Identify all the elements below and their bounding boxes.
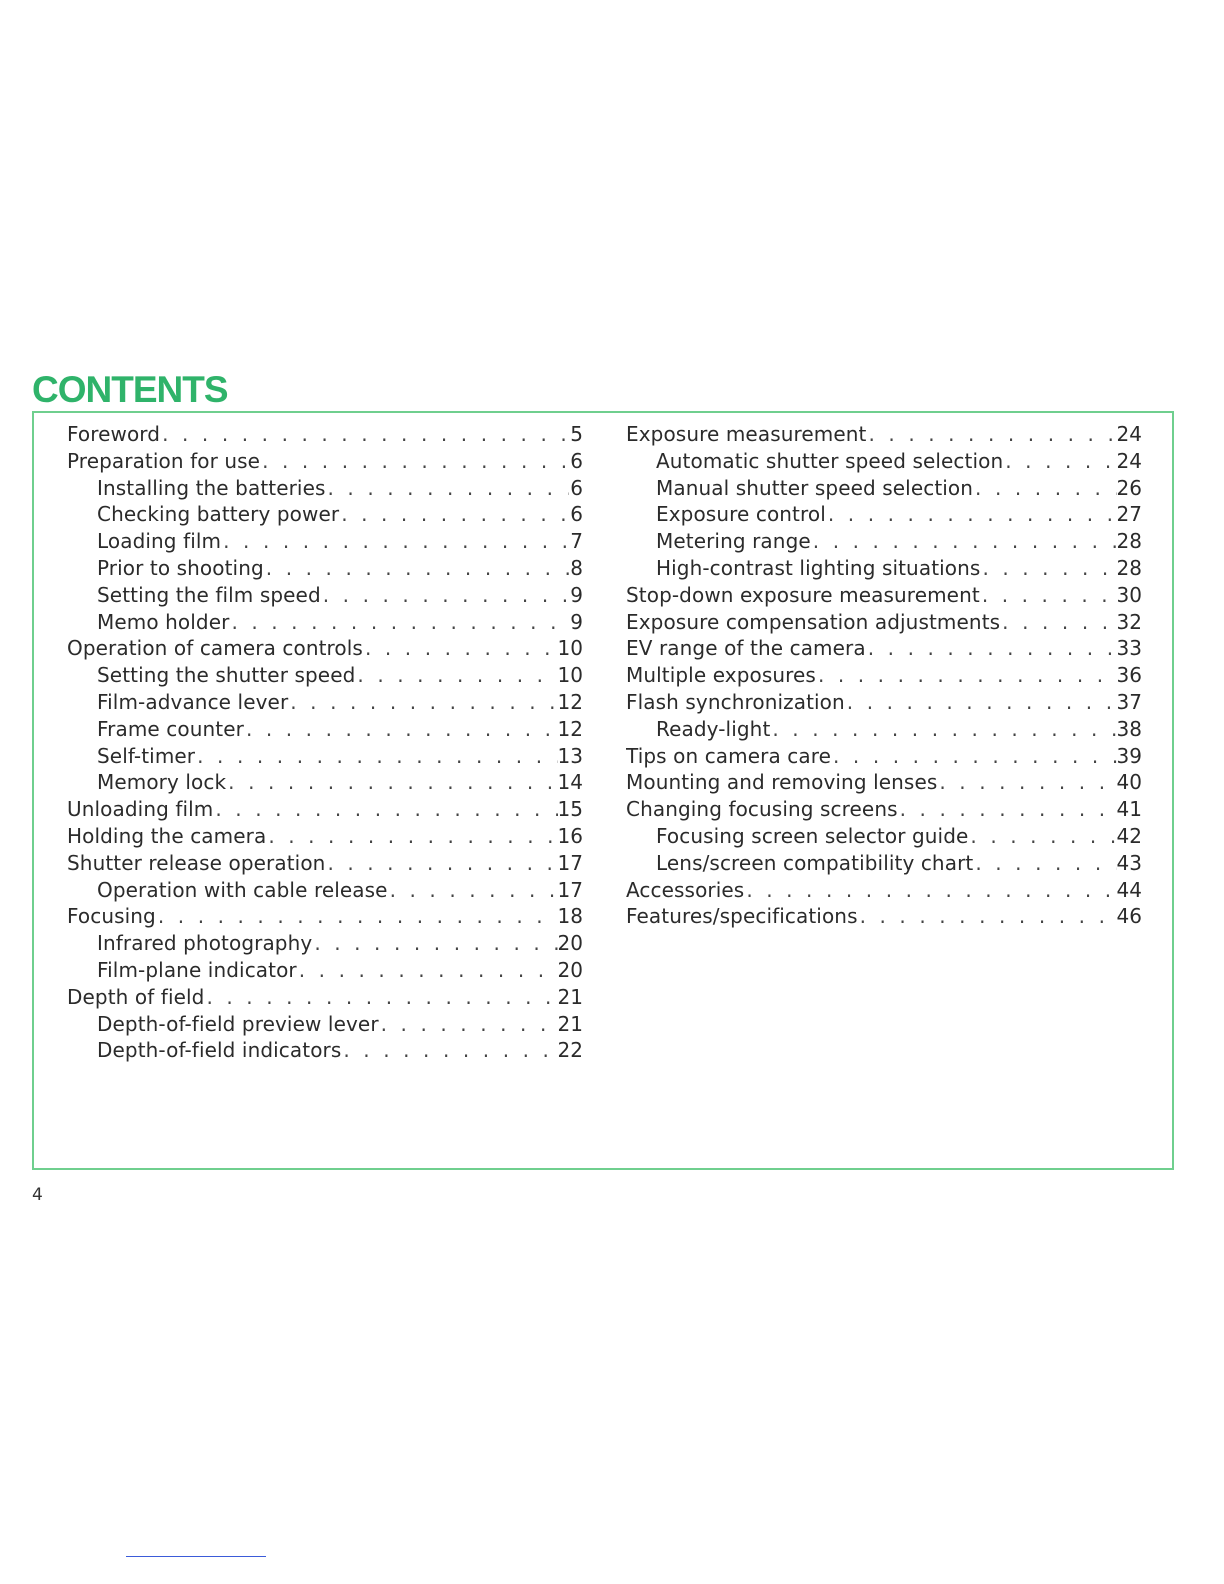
dot-leader [975,850,1116,877]
toc-entry-page-number: 26 [1116,475,1142,500]
toc-entry-page-number: 21 [557,1011,583,1036]
toc-entry-page-number: 12 [557,716,583,741]
toc-entry-page-number: 10 [557,636,583,661]
toc-entry-prior-to-shooting[interactable] [67,555,583,582]
page-title: CONTENTS [32,369,228,410]
dot-leader [1002,609,1116,636]
dot-leader [231,609,569,636]
toc-entry-label: Depth-of-field preview lever [97,1011,379,1036]
toc-entry-checking-battery-power[interactable] [67,501,583,528]
dot-leader [813,528,1117,555]
dot-leader [327,850,557,877]
toc-entry-shutter-release-operation[interactable] [67,850,583,877]
toc-entry-depth-of-field[interactable] [67,984,583,1011]
toc-entry-page-number: 37 [1116,689,1142,714]
dot-leader [365,635,558,662]
toc-entry-label: Preparation for use [67,448,261,473]
toc-entry-installing-the-batteries[interactable] [67,475,583,502]
toc-entry-mounting-and-removing-lenses[interactable] [626,769,1142,796]
toc-entry-page-number: 36 [1116,663,1142,688]
toc-entry-page-number: 44 [1116,877,1142,902]
toc-right-column [626,421,1142,930]
toc-entry-label: Exposure measurement [626,422,867,446]
toc-entry-label: Self-timer [97,743,196,768]
toc-entry-page-number: 39 [1116,743,1142,768]
toc-entry-page-number: 27 [1116,502,1142,527]
toc-entry-page-number: 43 [1116,850,1142,875]
toc-entry-label: Mounting and removing lenses [626,770,938,795]
toc-entry-label: Multiple exposures [626,663,816,688]
toc-entry-page-number: 21 [557,984,583,1009]
toc-entry-page-number: 20 [557,957,583,982]
toc-entry-multiple-exposures[interactable] [626,662,1142,689]
toc-entry-label: Ready-light [656,716,771,741]
toc-entry-label: Metering range [656,529,811,554]
dot-leader [868,635,1117,662]
toc-entry-label: Changing focusing screens [626,797,898,822]
toc-entry-label: Focusing [67,904,156,929]
toc-entry-page-number: 9 [570,582,583,607]
dot-leader [868,421,1116,448]
toc-entry-page-number: 30 [1116,582,1142,607]
dot-leader [860,903,1117,930]
toc-entry-stop-down-exposure-measurement[interactable] [626,582,1142,609]
dot-leader [772,716,1116,743]
toc-entry-memory-lock[interactable] [67,769,583,796]
toc-entry-page-number: 7 [570,529,583,554]
toc-entry-label: Loading film [97,529,222,554]
dot-leader [328,475,569,502]
toc-entry-label: Shutter release operation [67,850,326,875]
dot-leader [341,501,569,528]
dot-leader [982,555,1116,582]
toc-entry-holding-the-camera[interactable] [67,823,583,850]
toc-entry-film-advance-lever[interactable] [67,689,583,716]
toc-entry-preparation-for-use[interactable] [67,448,583,475]
toc-entry-page-number: 40 [1116,770,1142,795]
toc-entry-page-number: 28 [1116,555,1142,580]
toc-entry-page-number: 17 [557,877,583,902]
toc-entry-label: Prior to shooting [97,555,264,580]
toc-entry-label: Film-plane indicator [97,957,297,982]
dot-leader [299,957,558,984]
dot-leader [818,662,1117,689]
toc-entry-page-number: 8 [570,555,583,580]
toc-entry-self-timer[interactable] [67,743,583,770]
toc-entry-page-number: 28 [1116,529,1142,554]
toc-entry-label: Manual shutter speed selection [656,475,974,500]
toc-entry-exposure-control[interactable] [626,501,1142,528]
toc-entry-page-number: 18 [557,904,583,929]
toc-entry-label: Infrared photography [97,931,313,956]
toc-entry-page-number: 6 [570,475,583,500]
toc-entry-automatic-shutter-speed-selection[interactable] [626,448,1142,475]
toc-entry-changing-focusing-screens[interactable] [626,796,1142,823]
toc-entry-infrared-photography[interactable] [67,930,583,957]
toc-entry-label: Installing the batteries [97,475,326,500]
toc-entry-flash-synchronization[interactable] [626,689,1142,716]
toc-entry-label: Automatic shutter speed selection [656,448,1004,473]
toc-entry-label: Unloading film [67,797,214,822]
toc-entry-page-number: 41 [1116,797,1142,822]
toc-entry-label: Depth of field [67,984,205,1009]
toc-entry-page-number: 24 [1116,422,1142,446]
toc-entry-page-number: 10 [557,663,583,688]
toc-entry-loading-film[interactable] [67,528,583,555]
dot-leader [158,903,558,930]
toc-entry-label: Accessories [626,877,745,902]
dot-leader [314,930,557,957]
dot-leader [262,448,569,475]
toc-entry-tips-on-camera-care[interactable] [626,743,1142,770]
toc-entry-operation-with-cable-release[interactable] [67,877,583,904]
toc-entry-setting-the-film-speed[interactable] [67,582,583,609]
toc-entry-label: Exposure control [656,502,826,527]
toc-entry-label: EV range of the camera [626,636,866,661]
toc-entry-page-number: 9 [570,609,583,634]
toc-entry-page-number: 24 [1116,448,1142,473]
dot-leader [381,1011,558,1038]
toc-entry-page-number: 6 [570,448,583,473]
dot-leader [939,769,1116,796]
toc-entry-page-number: 17 [557,850,583,875]
dot-leader [746,877,1116,904]
toc-entry-lens-screen-compatibility-chart[interactable] [626,850,1142,877]
toc-entry-label: Operation of camera controls [67,636,363,661]
dot-leader [357,662,557,689]
toc-entry-page-number: 33 [1116,636,1142,661]
toc-entry-label: High-contrast lighting situations [656,555,981,580]
toc-entry-depth-of-field-indicators[interactable] [67,1037,583,1064]
dot-leader [1005,448,1116,475]
toc-entry-label: Lens/screen compatibility chart [656,850,974,875]
toc-entry-unloading-film[interactable] [67,796,583,823]
toc-entry-page-number: 42 [1116,823,1142,848]
dot-leader [290,689,557,716]
toc-entry-page-number: 22 [557,1038,583,1063]
dot-leader [970,823,1116,850]
toc-entry-exposure-measurement[interactable] [626,421,1142,448]
toc-entry-page-number: 14 [557,770,583,795]
toc-entry-label: Setting the shutter speed [97,663,356,688]
toc-entry-exposure-compensation-adjustments[interactable] [626,609,1142,636]
toc-entry-label: Frame counter [97,716,244,741]
toc-entry-accessories[interactable] [626,877,1142,904]
toc-entry-label: Stop-down exposure measurement [626,582,980,607]
toc-entry-page-number: 46 [1116,904,1142,929]
dot-leader [390,877,558,904]
toc-entry-page-number: 32 [1116,609,1142,634]
toc-entry-label: Exposure compensation adjustments [626,609,1001,634]
toc-entry-high-contrast-lighting-situations[interactable] [626,555,1142,582]
toc-entry-page-number: 20 [557,931,583,956]
toc-entry-label: Flash synchronization [626,689,845,714]
toc-entry-label: Memo holder [97,609,230,634]
toc-entry-film-plane-indicator[interactable] [67,957,583,984]
toc-entry-frame-counter[interactable] [67,716,583,743]
dot-leader [828,501,1117,528]
dot-leader [246,716,558,743]
dot-leader [343,1037,557,1064]
dot-leader [223,528,569,555]
toc-entry-metering-range[interactable] [626,528,1142,555]
toc-entry-focusing-screen-selector-guide[interactable] [626,823,1142,850]
dot-leader [847,689,1117,716]
dot-leader [162,421,569,448]
dot-leader [268,823,557,850]
toc-entry-operation-of-camera-controls[interactable] [67,635,583,662]
toc-entry-setting-the-shutter-speed[interactable] [67,662,583,689]
toc-entry-memo-holder[interactable] [67,609,583,636]
toc-entry-label: Memory lock [97,770,227,795]
toc-entry-page-number: 5 [570,422,583,446]
toc-left-column [67,421,583,1064]
toc-entry-page-number: 15 [557,797,583,822]
dot-leader [900,796,1117,823]
dot-leader [228,769,557,796]
toc-entry-ready-light[interactable] [626,716,1142,743]
toc-entry-label: Focusing screen selector guide [656,823,969,848]
toc-entry-label: Checking battery power [97,502,340,527]
dot-leader [206,984,557,1011]
toc-entry-label: Tips on camera care [626,743,832,768]
toc-entry-depth-of-field-preview-lever[interactable] [67,1011,583,1038]
toc-entry-foreword[interactable] [67,421,583,448]
toc-entry-label: Setting the film speed [97,582,321,607]
toc-entry-manual-shutter-speed-selection[interactable] [626,475,1142,502]
dot-leader [215,796,557,823]
dot-leader [833,743,1117,770]
dot-leader [323,582,569,609]
toc-entry-page-number: 12 [557,689,583,714]
dot-leader [975,475,1117,502]
toc-entry-focusing[interactable] [67,903,583,930]
toc-entry-page-number: 38 [1116,716,1142,741]
toc-entry-label: Film-advance lever [97,689,289,714]
toc-entry-page-number: 13 [557,743,583,768]
toc-entry-features-specifications[interactable] [626,903,1142,930]
footnote-rule [126,1556,266,1557]
dot-leader [197,743,557,770]
toc-entry-label: Features/specifications [626,904,858,929]
toc-entry-label: Operation with cable release [97,877,388,902]
dot-leader [266,555,569,582]
toc-entry-label: Holding the camera [67,823,267,848]
toc-entry-label: Foreword [67,422,161,446]
page-number: 4 [32,1185,43,1205]
dot-leader [982,582,1117,609]
toc-entry-ev-range-of-the-camera[interactable] [626,635,1142,662]
toc-entry-page-number: 16 [557,823,583,848]
toc-entry-label: Depth-of-field indicators [97,1038,342,1063]
toc-entry-page-number: 6 [570,502,583,527]
